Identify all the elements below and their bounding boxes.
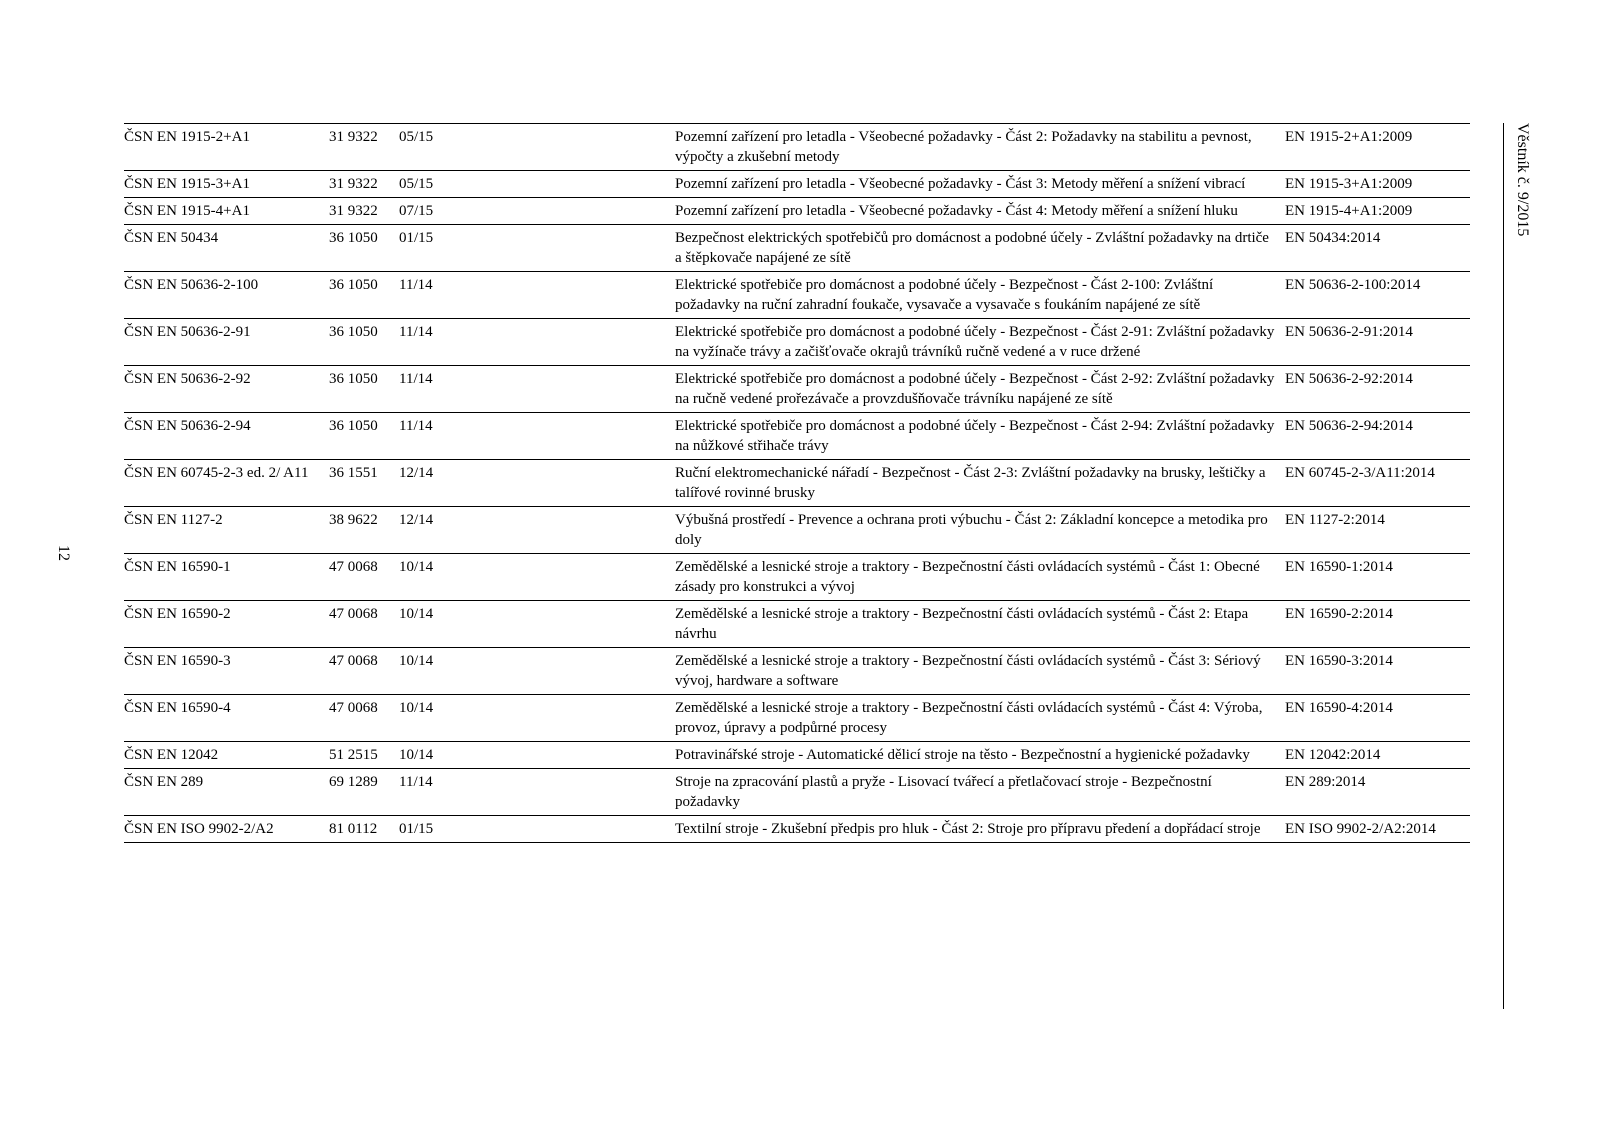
classification-code-cell: 51 2515 — [329, 742, 399, 769]
en-reference-cell: EN 50636-2-100:2014 — [1285, 272, 1470, 319]
table-row — [124, 460, 1470, 507]
standard-title-cell: Pozemní zařízení pro letadla - Všeobecné požadavky - Část 3: Metody měření a snížení vibrací — [675, 171, 1285, 198]
issue-date-cell: 10/14 — [399, 695, 675, 742]
standard-number-cell: ČSN EN 1915-3+A1 — [124, 171, 329, 198]
issue-date-cell: 05/15 — [399, 171, 675, 198]
en-reference-cell: EN 16590-4:2014 — [1285, 695, 1470, 742]
classification-code-cell: 36 1050 — [329, 366, 399, 413]
standard-number-cell: ČSN EN 50636-2-92 — [124, 366, 329, 413]
standard-number-cell: ČSN EN 16590-1 — [124, 554, 329, 601]
classification-code-cell: 36 1050 — [329, 319, 399, 366]
issue-date-cell: 10/14 — [399, 742, 675, 769]
en-reference-cell: EN 60745-2-3/A11:2014 — [1285, 460, 1470, 507]
page-number: 12 — [55, 545, 72, 561]
standard-title-cell: Pozemní zařízení pro letadla - Všeobecné požadavky - Část 2: Požadavky na stabilitu a pevnost, výpočty a zkušební metody — [675, 124, 1285, 171]
standard-title-cell: Bezpečnost elektrických spotřebičů pro domácnost a podobné účely - Zvláštní požadavky na drtiče a štěpkovače napájené ze sítě — [675, 225, 1285, 272]
table-row — [124, 124, 1470, 171]
issue-date-cell: 11/14 — [399, 366, 675, 413]
issue-date-cell: 10/14 — [399, 601, 675, 648]
standard-title-cell: Elektrické spotřebiče pro domácnost a podobné účely - Bezpečnost - Část 2-92: Zvláštní požadavky na ručně vedené prořezávače a provzdušňovače trávníku napájené ze sítě — [675, 366, 1285, 413]
classification-code-cell: 69 1289 — [329, 769, 399, 816]
table-row — [124, 601, 1470, 648]
classification-code-cell: 38 9622 — [329, 507, 399, 554]
table-row — [124, 319, 1470, 366]
standard-number-cell: ČSN EN 12042 — [124, 742, 329, 769]
en-reference-cell: EN 289:2014 — [1285, 769, 1470, 816]
table-row — [124, 366, 1470, 413]
classification-code-cell: 31 9322 — [329, 171, 399, 198]
issue-date-cell: 01/15 — [399, 816, 675, 843]
en-reference-cell: EN 1915-3+A1:2009 — [1285, 171, 1470, 198]
standard-title-cell: Zemědělské a lesnické stroje a traktory - Bezpečnostní části ovládacích systémů - Část 1: Obecné zásady pro konstrukci a vývoj — [675, 554, 1285, 601]
table-row — [124, 507, 1470, 554]
en-reference-cell: EN 50434:2014 — [1285, 225, 1470, 272]
classification-code-cell: 47 0068 — [329, 601, 399, 648]
table-row — [124, 225, 1470, 272]
classification-code-cell: 31 9322 — [329, 198, 399, 225]
standard-title-cell: Textilní stroje - Zkušební předpis pro hluk - Část 2: Stroje pro přípravu předení a dopřádací stroje — [675, 816, 1285, 843]
classification-code-cell: 31 9322 — [329, 124, 399, 171]
standard-number-cell: ČSN EN 16590-4 — [124, 695, 329, 742]
standard-title-cell: Pozemní zařízení pro letadla - Všeobecné požadavky - Část 4: Metody měření a snížení hluku — [675, 198, 1285, 225]
table-row — [124, 742, 1470, 769]
standard-title-cell: Zemědělské a lesnické stroje a traktory - Bezpečnostní části ovládacích systémů - Část 2: Etapa návrhu — [675, 601, 1285, 648]
standard-number-cell: ČSN EN 60745-2-3 ed. 2/ A11 — [124, 460, 329, 507]
table-row — [124, 272, 1470, 319]
issue-date-cell: 11/14 — [399, 272, 675, 319]
standard-title-cell: Zemědělské a lesnické stroje a traktory - Bezpečnostní části ovládacích systémů - Část 4: Výroba, provoz, úpravy a podpůrné procesy — [675, 695, 1285, 742]
table-row — [124, 171, 1470, 198]
en-reference-cell: EN 1915-4+A1:2009 — [1285, 198, 1470, 225]
issue-date-cell: 01/15 — [399, 225, 675, 272]
standard-title-cell: Zemědělské a lesnické stroje a traktory - Bezpečnostní části ovládacích systémů - Část 3: Sériový vývoj, hardware a software — [675, 648, 1285, 695]
table-row — [124, 648, 1470, 695]
classification-code-cell: 36 1050 — [329, 225, 399, 272]
standard-number-cell: ČSN EN 289 — [124, 769, 329, 816]
standards-table — [124, 123, 1470, 843]
issue-date-cell: 10/14 — [399, 648, 675, 695]
en-reference-cell: EN ISO 9902-2/A2:2014 — [1285, 816, 1470, 843]
standard-title-cell: Potravinářské stroje - Automatické dělicí stroje na těsto - Bezpečnostní a hygienické požadavky — [675, 742, 1285, 769]
issue-date-cell: 11/14 — [399, 413, 675, 460]
issue-date-cell: 07/15 — [399, 198, 675, 225]
issue-date-cell: 12/14 — [399, 460, 675, 507]
standard-number-cell: ČSN EN 1915-2+A1 — [124, 124, 329, 171]
issue-date-cell: 05/15 — [399, 124, 675, 171]
standard-number-cell: ČSN EN 16590-3 — [124, 648, 329, 695]
en-reference-cell: EN 50636-2-92:2014 — [1285, 366, 1470, 413]
table-row — [124, 198, 1470, 225]
en-reference-cell: EN 50636-2-94:2014 — [1285, 413, 1470, 460]
en-reference-cell: EN 16590-1:2014 — [1285, 554, 1470, 601]
standard-number-cell: ČSN EN 16590-2 — [124, 601, 329, 648]
journal-title: Věstník č. 9/2015 — [1514, 123, 1531, 237]
classification-code-cell: 36 1050 — [329, 413, 399, 460]
table-row — [124, 413, 1470, 460]
classification-code-cell: 47 0068 — [329, 554, 399, 601]
en-reference-cell: EN 1127-2:2014 — [1285, 507, 1470, 554]
classification-code-cell: 47 0068 — [329, 695, 399, 742]
standard-number-cell: ČSN EN 50636-2-91 — [124, 319, 329, 366]
standard-title-cell: Výbušná prostředí - Prevence a ochrana proti výbuchu - Část 2: Základní koncepce a metodika pro doly — [675, 507, 1285, 554]
standard-number-cell: ČSN EN 50636-2-100 — [124, 272, 329, 319]
standard-title-cell: Ruční elektromechanické nářadí - Bezpečnost - Část 2-3: Zvláštní požadavky na brusky, leštičky a talířové rovinné brusky — [675, 460, 1285, 507]
standard-number-cell: ČSN EN 1915-4+A1 — [124, 198, 329, 225]
en-reference-cell: EN 16590-2:2014 — [1285, 601, 1470, 648]
table-row — [124, 554, 1470, 601]
issue-date-cell: 11/14 — [399, 319, 675, 366]
classification-code-cell: 36 1551 — [329, 460, 399, 507]
standard-number-cell: ČSN EN 1127-2 — [124, 507, 329, 554]
table-row — [124, 769, 1470, 816]
standard-number-cell: ČSN EN ISO 9902-2/A2 — [124, 816, 329, 843]
en-reference-cell: EN 50636-2-91:2014 — [1285, 319, 1470, 366]
standards-table-body — [124, 124, 1470, 843]
en-reference-cell: EN 12042:2014 — [1285, 742, 1470, 769]
issue-date-cell: 10/14 — [399, 554, 675, 601]
issue-date-cell: 12/14 — [399, 507, 675, 554]
en-reference-cell: EN 1915-2+A1:2009 — [1285, 124, 1470, 171]
classification-code-cell: 36 1050 — [329, 272, 399, 319]
standard-number-cell: ČSN EN 50434 — [124, 225, 329, 272]
standard-title-cell: Elektrické spotřebiče pro domácnost a podobné účely - Bezpečnost - Část 2-94: Zvláštní požadavky na nůžkové střihače trávy — [675, 413, 1285, 460]
classification-code-cell: 47 0068 — [329, 648, 399, 695]
issue-date-cell: 11/14 — [399, 769, 675, 816]
standard-number-cell: ČSN EN 50636-2-94 — [124, 413, 329, 460]
table-row — [124, 816, 1470, 843]
side-divider — [1503, 123, 1504, 1009]
standard-title-cell: Elektrické spotřebiče pro domácnost a podobné účely - Bezpečnost - Část 2-100: Zvláštní požadavky na ruční zahradní foukače, vysavače a vysavače s foukáním napájené ze sítě — [675, 272, 1285, 319]
standard-title-cell: Elektrické spotřebiče pro domácnost a podobné účely - Bezpečnost - Část 2-91: Zvláštní požadavky na vyžínače trávy a začišťovače okrajů trávníků ručně vedené a v ruce držené — [675, 319, 1285, 366]
table-row — [124, 695, 1470, 742]
standard-title-cell: Stroje na zpracování plastů a pryže - Lisovací tvářecí a přetlačovací stroje - Bezpečnostní požadavky — [675, 769, 1285, 816]
en-reference-cell: EN 16590-3:2014 — [1285, 648, 1470, 695]
classification-code-cell: 81 0112 — [329, 816, 399, 843]
